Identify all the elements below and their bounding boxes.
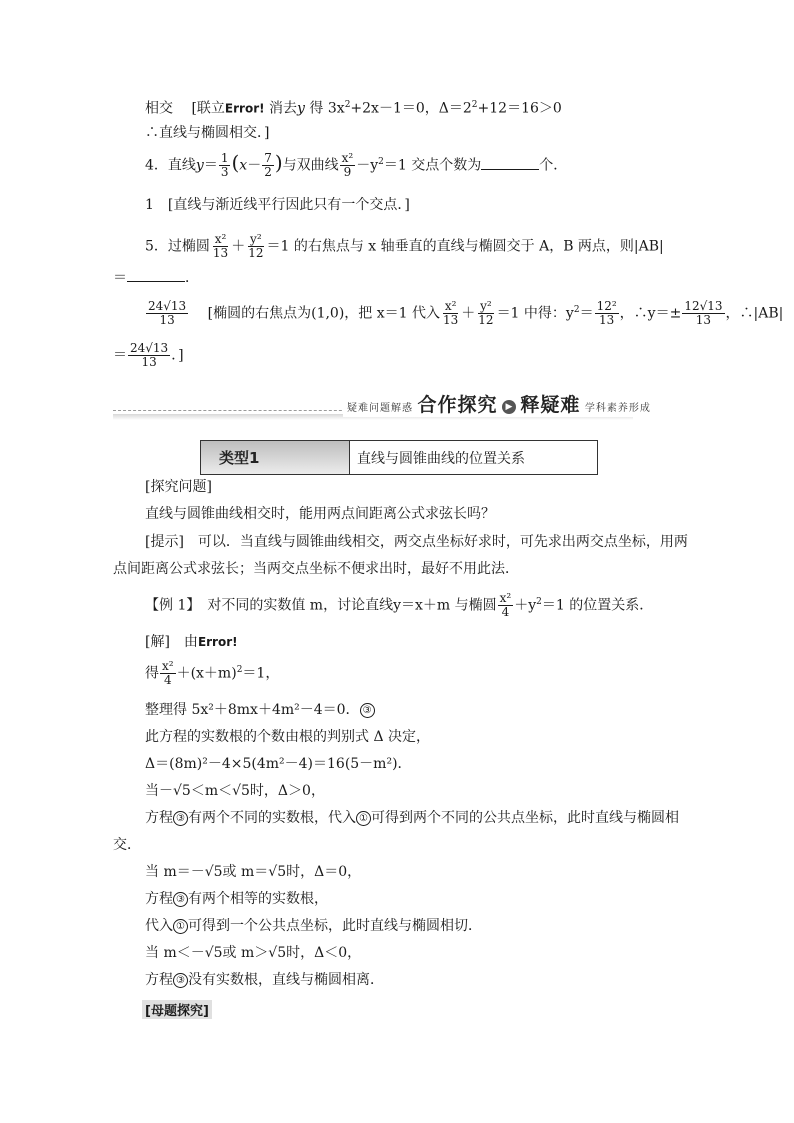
hint-line-2: 点间距离公式求弦长；当两交点坐标不便求出时，最好不用此法． [113,561,519,577]
answer-blank [127,267,185,282]
circled-3-icon: ③ [173,811,188,826]
fraction: $\frac{\text{y²}}{12}$ [248,232,264,260]
mother-problem-tag: [母题探究] [142,1000,212,1019]
question: 直线与圆锥曲线相交时，能用两点间距离公式求弦长吗？ [145,506,495,522]
type-box [200,440,598,475]
line-6: ＝ ． [113,267,199,288]
fraction: $\frac{24√13}{13}$ [148,299,187,328]
section-header [113,390,651,420]
fraction: $\frac{\text{x²}}{13}$ [212,232,229,260]
line-5: 5．过椭圆 $\frac{\text{x²}}{13}$ ＋ $\frac{\text{y²}}{12}$ ＝1 的右焦点与 x 轴垂直的直线与椭圆交于 A，B 两点，则|AB| [145,232,664,260]
circled-3-icon: ③ [360,703,375,718]
answer-label: 相交 [145,100,173,117]
fraction: $\frac{\text{x²}}{4}$ [499,591,512,620]
case-2-result: 方程 ③ 有两个相等的实数根， [145,891,328,907]
explore-heading: [探究问题] [145,479,212,495]
case-2: 当 m＝－√5或 m＝√5时，Δ＝0， [145,864,362,880]
fraction: $\frac{\text{12²}}{13}$ [596,299,617,328]
type-label: 类型1 [201,441,350,474]
case-3: 当 m＜－√5或 m＞√5时，Δ＜0， [145,945,362,961]
fraction: $\frac{1}{3}$ [220,151,229,180]
fraction: $\frac{\text{x²}}{13}$ [443,299,459,328]
section-title: 疑难问题解惑 合作探究 ▶ 释疑难 学科素养形成 [343,390,655,417]
circled-3-icon: ③ [173,973,188,988]
line-4: 1 [直线与渐近线平行因此只有一个交点．] [145,197,410,213]
line-8: ＝ $\frac{24√13}{13}$ ．] [113,341,184,369]
fraction: $\frac{7}{2}$ [264,151,272,180]
fraction: $\frac{\text{x²}}{9}$ [341,151,354,180]
solution-det-1: 此方程的实数根的个数由根的判别式 Δ 决定， [145,729,431,745]
case-1-result-cont: 交． [113,837,141,853]
line-2: ∴直线与椭圆相交．] [145,125,270,141]
case-1-result: 方程 ③ 有两个不同的实数根，代入 ① 可得到两个不同的公共点坐标，此时直线与椭圆相 [145,810,679,826]
solution-simplify: 整理得 5x²＋8mx＋4m²－4＝0． ③ [145,700,375,720]
circled-3-icon: ③ [173,892,188,907]
answer-blank [481,155,539,170]
circled-1-icon: ① [356,811,371,826]
case-2-result-cont: 代入 ① 可得到一个公共点坐标，此时直线与椭圆相切． [145,918,482,934]
error-text: Error! [224,101,265,116]
fraction: $\frac{24√13}{13}$ [130,341,169,369]
solution-start: [解] 由Error! [145,634,238,650]
arrow-icon: ▶ [502,400,516,414]
line-1: 相交 [联立Error! 消去y 得 $3x^2+2x-1=0$，$\Delta=2^2+12=16>0$ [145,100,562,117]
type-desc: 直线与圆锥曲线的位置关系 [357,451,525,467]
fraction: $\frac{12√13}{13}$ [684,299,723,328]
line-3: 4．直线y＝ $\frac{1}{3}$ (x－ $\frac{7}{2}$ )与双曲线 $\frac{\text{x²}}{9}$ $-y^2=1$ 交点个数为 个． [145,150,568,180]
case-1: 当－√5＜m＜√5时，Δ＞0， [145,783,325,799]
case-3-result: 方程 ③ 没有实数根，直线与椭圆相离． [145,972,384,988]
example-1: 【例 1】 对不同的实数值 m，讨论直线y＝x＋m 与椭圆 $\frac{\text{x²}}{4}$ $+y^2=1$ 的位置关系． [145,591,654,620]
fraction: $\frac{\text{x²}}{4}$ [162,659,174,688]
hint-line-1: [提示] 可以．当直线与圆锥曲线相交，两交点坐标好求时，可先求出两交点坐标，用两 [145,534,688,550]
circled-1-icon: ① [173,919,188,934]
solution-get: 得 $\frac{\text{x²}}{4}$ $+(x+m)^2=1$， [145,659,280,688]
fraction: $\frac{\text{y²}}{12}$ [478,299,494,328]
solution-det-2: Δ＝(8m)²－4×5(4m²－4)＝16(5－m²)． [145,756,412,772]
error-text: Error! [197,635,238,649]
line-7: $\frac{24√13}{13}$ [椭圆的右焦点为(1,0)，把 x＝1 代入 $\frac{\text{x²}}{13}$ ＋ $\frac{\text{y²}}{12}$ ＝1 中得：$y^2=$ $\frac{\text{12²}}{13}$ ，∴y＝± $\frac{12√13}{13}$ ，∴|AB| [148,299,784,328]
